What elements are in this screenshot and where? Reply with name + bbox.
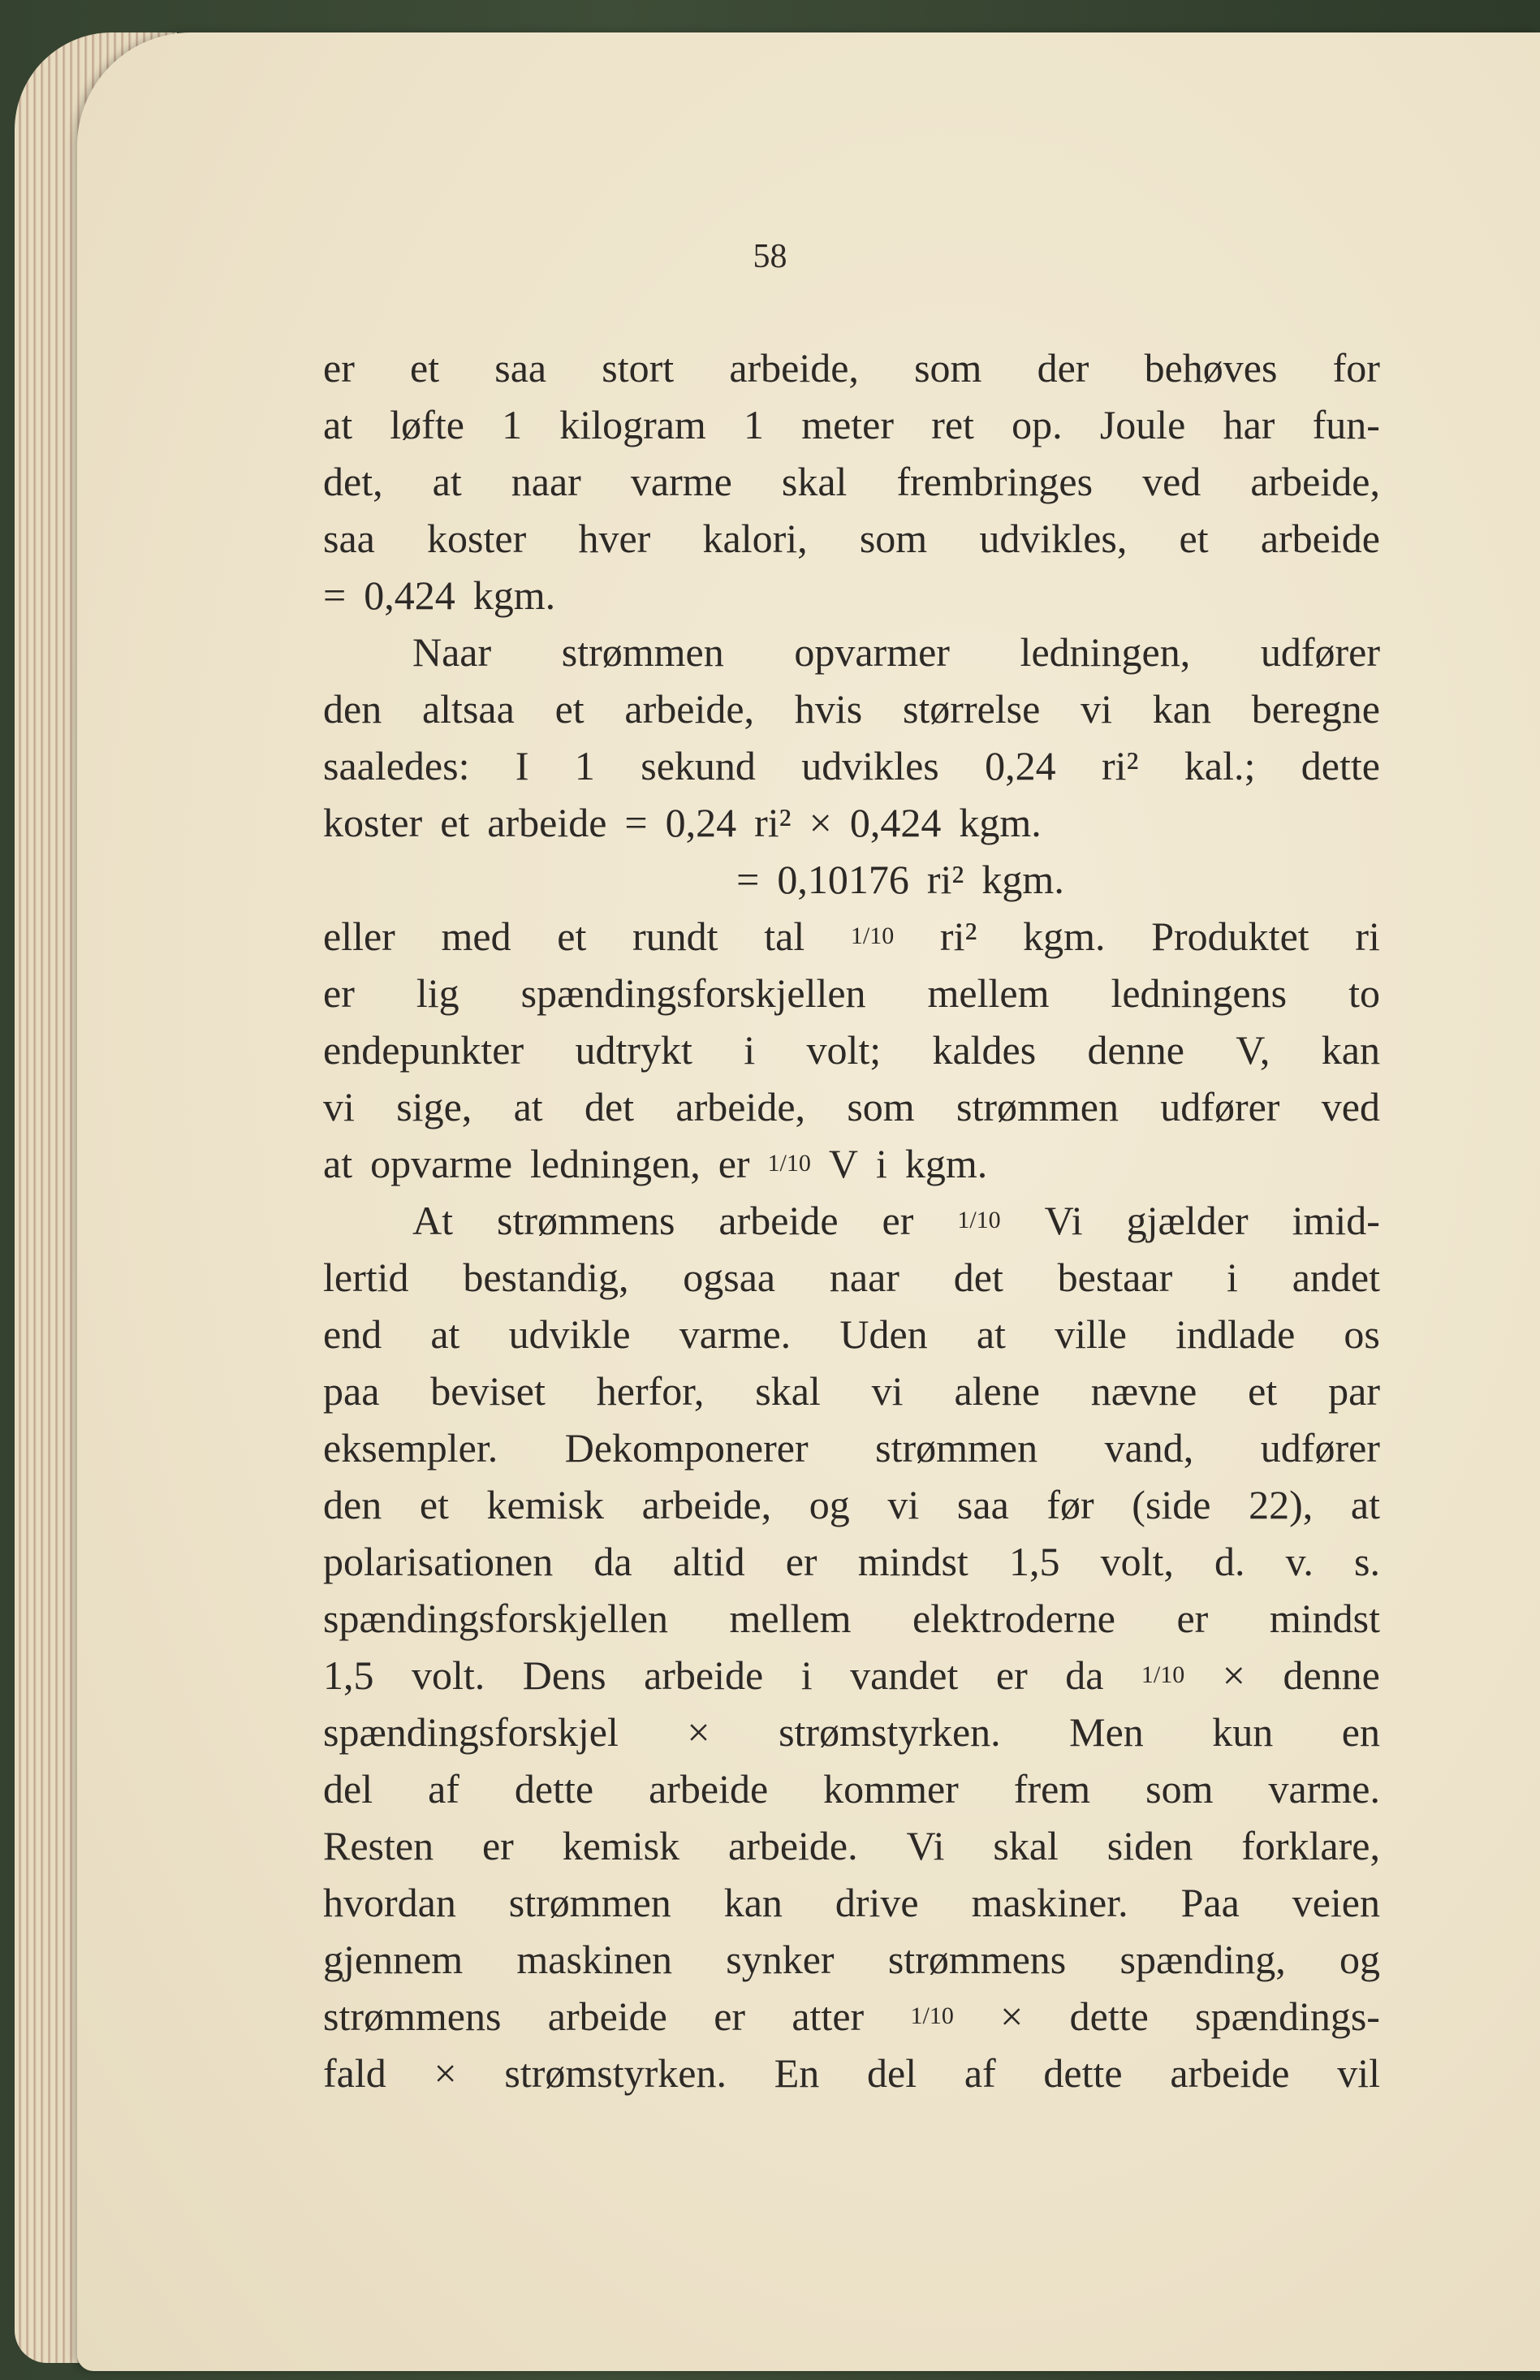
word: volt; [806, 1027, 882, 1073]
word: som [847, 1084, 915, 1130]
word: volt, [1100, 1539, 1174, 1584]
word: alene [954, 1368, 1040, 1414]
text-line [323, 1306, 1380, 1363]
word: Paa [1180, 1880, 1240, 1925]
text-line [323, 396, 1380, 453]
word: behøves [1144, 345, 1278, 391]
word: 1/10 [1141, 1661, 1185, 1688]
word: at [976, 1311, 1006, 1357]
word: = [624, 800, 648, 845]
word: og [1339, 1937, 1380, 1982]
word: vi [871, 1368, 904, 1414]
word: af [964, 2050, 996, 2096]
word: hvordan [323, 1880, 456, 1925]
word: koster [323, 800, 423, 845]
word: kgm. [904, 1141, 988, 1186]
word: kgm. [981, 857, 1064, 902]
word: løfte [390, 402, 464, 447]
word: et [410, 345, 440, 391]
word: udfører [1260, 1425, 1380, 1471]
word: 0,24 [665, 800, 737, 845]
word: ret [931, 402, 974, 447]
word: har [1223, 402, 1275, 447]
word: en [1341, 1709, 1380, 1755]
word: gjælder [1126, 1198, 1249, 1243]
word: 1/10 [850, 922, 895, 949]
word: s. [1354, 1539, 1380, 1584]
word: det, [323, 459, 383, 504]
word: at [430, 1311, 460, 1357]
word: 22), [1249, 1482, 1314, 1527]
word: ved [1321, 1084, 1380, 1130]
word: et [554, 686, 585, 732]
text-line [323, 1931, 1380, 1988]
word: to [1348, 970, 1380, 1016]
word: fald [323, 2050, 386, 2096]
word: Dekomponerer [564, 1425, 809, 1471]
word: vil [1337, 2050, 1380, 2096]
word: op. [1012, 402, 1063, 447]
word: 1 [744, 402, 765, 447]
word: at [1350, 1482, 1380, 1527]
word: opvarme [370, 1141, 513, 1186]
word: paa [323, 1368, 380, 1414]
word: denne [1087, 1027, 1184, 1073]
word: bestaar [1057, 1255, 1173, 1300]
word: par [1328, 1368, 1380, 1414]
word: fun- [1312, 402, 1380, 447]
word: et [557, 914, 587, 959]
word: × [434, 2050, 457, 2096]
word: størrelse [902, 686, 1041, 732]
word: kilogram [559, 402, 706, 447]
word: den [323, 1482, 382, 1527]
word: strømmens [323, 1993, 502, 2039]
word: × [1000, 1993, 1024, 2039]
word: i [744, 1027, 756, 1073]
word: 1 [574, 743, 595, 788]
word: rundt [632, 914, 718, 959]
word: som [859, 516, 928, 561]
word: saa [323, 516, 375, 561]
word: 1,5 [1008, 1539, 1060, 1584]
word: Men [1069, 1709, 1144, 1755]
word: er [323, 970, 355, 1016]
word: kun [1212, 1709, 1274, 1755]
word: udvikle [508, 1311, 631, 1357]
word: hver [578, 516, 651, 561]
word: et [1248, 1368, 1278, 1414]
word: er [714, 1993, 746, 2039]
body-text [323, 339, 1380, 2101]
word: herfor, [596, 1368, 705, 1414]
word: ri [1355, 914, 1380, 959]
word: et [1179, 516, 1209, 561]
word: kgm. [1023, 914, 1106, 959]
word: ri² [939, 914, 977, 959]
word: = [323, 572, 347, 618]
word: strømmens [496, 1198, 675, 1243]
word: hvis [794, 686, 863, 732]
word: × [809, 800, 832, 845]
word: I [515, 743, 529, 788]
word: spændings- [1195, 1993, 1380, 2039]
word: et [440, 800, 470, 845]
word: vi [323, 1084, 355, 1130]
word: ri² [926, 857, 964, 902]
word: arbeide, [624, 686, 755, 732]
word: strømmen [508, 1880, 671, 1925]
word: ri² [754, 800, 792, 845]
word: er [718, 1141, 750, 1186]
word: frem [1013, 1766, 1091, 1812]
word: Resten [323, 1823, 434, 1868]
word: saaledes: [323, 743, 470, 788]
word: arbeide [644, 1652, 764, 1698]
word: ledningen, [530, 1141, 701, 1186]
word: En [774, 2050, 820, 2096]
word: ledningen, [1020, 629, 1191, 675]
word: sekund [641, 743, 756, 788]
word: arbeide, [675, 1084, 806, 1130]
text-line [323, 567, 1380, 624]
word: (side [1132, 1482, 1211, 1527]
text-line [323, 680, 1380, 737]
word: arbeide, [1250, 459, 1380, 504]
word: skal [781, 459, 848, 504]
text-line [323, 1760, 1380, 1817]
word: og [809, 1482, 850, 1527]
word: er [1176, 1596, 1209, 1641]
word: ville [1055, 1311, 1127, 1357]
word: synker [726, 1937, 835, 1982]
word: udvikles [801, 743, 939, 788]
word: som [914, 345, 982, 391]
word: beviset [430, 1368, 546, 1414]
word: strømmen [875, 1425, 1038, 1471]
word: strømmens [887, 1937, 1067, 1982]
word: opvarmer [794, 629, 950, 675]
text-line [323, 339, 1380, 396]
word: volt. [412, 1652, 485, 1698]
text-line [323, 1249, 1380, 1306]
word: kemisk [562, 1823, 680, 1868]
word: Vi [1044, 1198, 1083, 1243]
text-line [323, 1590, 1380, 1647]
word: naar [511, 459, 581, 504]
word: V, [1236, 1027, 1270, 1073]
word: kgm. [472, 572, 556, 618]
word: arbeide. [728, 1823, 858, 1868]
word: arbeide [1260, 516, 1380, 561]
word: arbeide [1170, 2050, 1290, 2096]
word: koster [427, 516, 527, 561]
word: At [412, 1198, 453, 1243]
text-line [323, 453, 1380, 510]
word: naar [829, 1255, 899, 1300]
word: 1/10 [910, 2002, 954, 2029]
word: nævne [1090, 1368, 1197, 1414]
word: arbeide [487, 800, 607, 845]
word: saa [956, 1482, 1009, 1527]
word: strømstyrken. [504, 2050, 727, 2096]
word: lertid [323, 1255, 409, 1300]
text-line [323, 1647, 1380, 1704]
text-line [323, 2045, 1380, 2101]
word: kan [1152, 686, 1211, 732]
word: elektroderne [912, 1596, 1115, 1641]
word: i [800, 1652, 813, 1698]
text-line [323, 1419, 1380, 1476]
word: lig [416, 970, 459, 1016]
text-line [323, 794, 1380, 851]
word: Dens [522, 1652, 606, 1698]
text-line [323, 851, 1380, 908]
word: med [441, 914, 511, 959]
word: spændingsforskjellen [520, 970, 866, 1016]
text-line [323, 737, 1380, 794]
word: eksempler. [323, 1425, 498, 1471]
word: polarisationen [323, 1539, 554, 1584]
word: er [995, 1652, 1028, 1698]
word: eller [323, 914, 395, 959]
word: drive [835, 1880, 919, 1925]
word: dette [514, 1766, 594, 1812]
text-line [323, 1988, 1380, 2045]
text-line [323, 1533, 1380, 1590]
text-line [323, 908, 1380, 965]
word: 0,424 [849, 800, 942, 845]
word: × [687, 1709, 710, 1755]
word: ri² [1101, 743, 1139, 788]
word: varme. [679, 1311, 792, 1357]
word: Uden [839, 1311, 928, 1357]
word: et [419, 1482, 449, 1527]
text-line [323, 1078, 1380, 1135]
word: da [1065, 1652, 1104, 1698]
text-line [323, 1874, 1380, 1931]
word: del [867, 2050, 917, 2096]
word: arbeide [718, 1198, 839, 1243]
word: i [1227, 1255, 1238, 1300]
word: dette [1301, 743, 1380, 788]
word: det [953, 1255, 1003, 1300]
word: udfører [1160, 1084, 1280, 1130]
text-line [323, 1135, 1380, 1192]
word: 1 [502, 402, 523, 447]
word: 1,5 [323, 1652, 374, 1698]
text-line [323, 510, 1380, 567]
word: udvikles, [979, 516, 1128, 561]
word: Vi [906, 1823, 945, 1868]
word: af [428, 1766, 459, 1812]
word: udtrykt [575, 1027, 692, 1073]
text-line [323, 624, 1380, 680]
word: for [1332, 345, 1380, 391]
word: det [584, 1084, 635, 1130]
word: tal [764, 914, 805, 959]
word: udfører [1260, 629, 1380, 675]
text-line [323, 1192, 1380, 1249]
word: meter [801, 402, 895, 447]
word: frembringes [896, 459, 1094, 504]
text-line [323, 1476, 1380, 1533]
text-line [323, 1363, 1380, 1419]
word: arbeide, [729, 345, 859, 391]
word: kan [723, 1880, 783, 1925]
word: dette [1069, 1993, 1149, 2039]
word: maskinen [516, 1937, 673, 1982]
word: kalori, [702, 516, 808, 561]
word: varme. [1268, 1766, 1380, 1812]
word: før [1046, 1482, 1094, 1527]
word: indlade [1175, 1311, 1296, 1357]
word: denne [1283, 1652, 1380, 1698]
word: da [593, 1539, 632, 1584]
text-line [323, 1704, 1380, 1760]
word: er [481, 1823, 514, 1868]
word: kaldes [932, 1027, 1037, 1073]
word: vi [887, 1482, 920, 1527]
word: Produktet [1151, 914, 1309, 959]
text-line [323, 965, 1380, 1022]
word: ledningens [1111, 970, 1288, 1016]
word: kommer [823, 1766, 959, 1812]
word: andet [1292, 1255, 1380, 1300]
word: varme [630, 459, 732, 504]
word: kemisk [486, 1482, 604, 1527]
word: = [736, 857, 760, 902]
word: Joule [1099, 402, 1186, 447]
word: end [323, 1311, 382, 1357]
word: vi [1081, 686, 1112, 732]
word: ogsaa [683, 1255, 776, 1300]
word: bestandig, [463, 1255, 629, 1300]
word: Naar [412, 629, 492, 675]
word: den [323, 686, 382, 732]
word: i [876, 1141, 887, 1186]
word: strømmen [956, 1084, 1119, 1130]
word: der [1037, 345, 1089, 391]
word: 1/10 [767, 1150, 811, 1177]
word: veien [1292, 1880, 1380, 1925]
word: er [882, 1198, 914, 1243]
word: 1/10 [957, 1207, 1001, 1233]
word: kal.; [1184, 743, 1256, 788]
word: dette [1043, 2050, 1123, 2096]
word: os [1344, 1311, 1380, 1357]
word: som [1145, 1766, 1214, 1812]
word: strømstyrken. [779, 1709, 1001, 1755]
word: kan [1321, 1027, 1380, 1073]
word: del [323, 1766, 373, 1812]
word: V [828, 1141, 858, 1186]
word: mindst [857, 1539, 968, 1584]
word: spændingsforskjellen [323, 1596, 668, 1641]
word: mellem [729, 1596, 852, 1641]
word: atter [792, 1993, 865, 2039]
text-line [323, 1817, 1380, 1874]
word: at [432, 459, 462, 504]
word: altsaa [421, 686, 515, 732]
word: arbeide [547, 1993, 667, 2039]
word: siden [1106, 1823, 1193, 1868]
word: strømmen [561, 629, 724, 675]
word: 0,24 [985, 743, 1056, 788]
word: vand, [1104, 1425, 1194, 1471]
word: × [1222, 1652, 1245, 1698]
word: mindst [1269, 1596, 1380, 1641]
word: mellem [927, 970, 1050, 1016]
word: gjennem [323, 1937, 464, 1982]
word: spændingsforskjel [323, 1709, 619, 1755]
word: kgm. [959, 800, 1042, 845]
word: at [323, 402, 353, 447]
word: forklare, [1241, 1823, 1380, 1868]
word: imid- [1292, 1198, 1380, 1243]
word: at [323, 1141, 353, 1186]
word: er [323, 345, 355, 391]
word: endepunkter [323, 1027, 524, 1073]
word: skal [755, 1368, 821, 1414]
word: saa [494, 345, 547, 391]
word: 0,10176 [777, 857, 909, 902]
text-line [323, 1022, 1380, 1078]
word: arbeide, [641, 1482, 772, 1527]
word: ved [1142, 459, 1201, 504]
word: maskiner. [971, 1880, 1128, 1925]
word: sige, [396, 1084, 472, 1130]
word: vandet [850, 1652, 959, 1698]
word: 0,424 [364, 572, 455, 618]
word: spænding, [1119, 1937, 1286, 1982]
word: d. [1214, 1539, 1245, 1584]
word: arbeide [649, 1766, 769, 1812]
word: er [785, 1539, 817, 1584]
word: altid [672, 1539, 745, 1584]
word: at [513, 1084, 543, 1130]
word: skal [993, 1823, 1059, 1868]
word: stort [602, 345, 675, 391]
word: v. [1285, 1539, 1314, 1584]
page-number: 58 [753, 238, 787, 275]
word: beregne [1251, 686, 1380, 732]
